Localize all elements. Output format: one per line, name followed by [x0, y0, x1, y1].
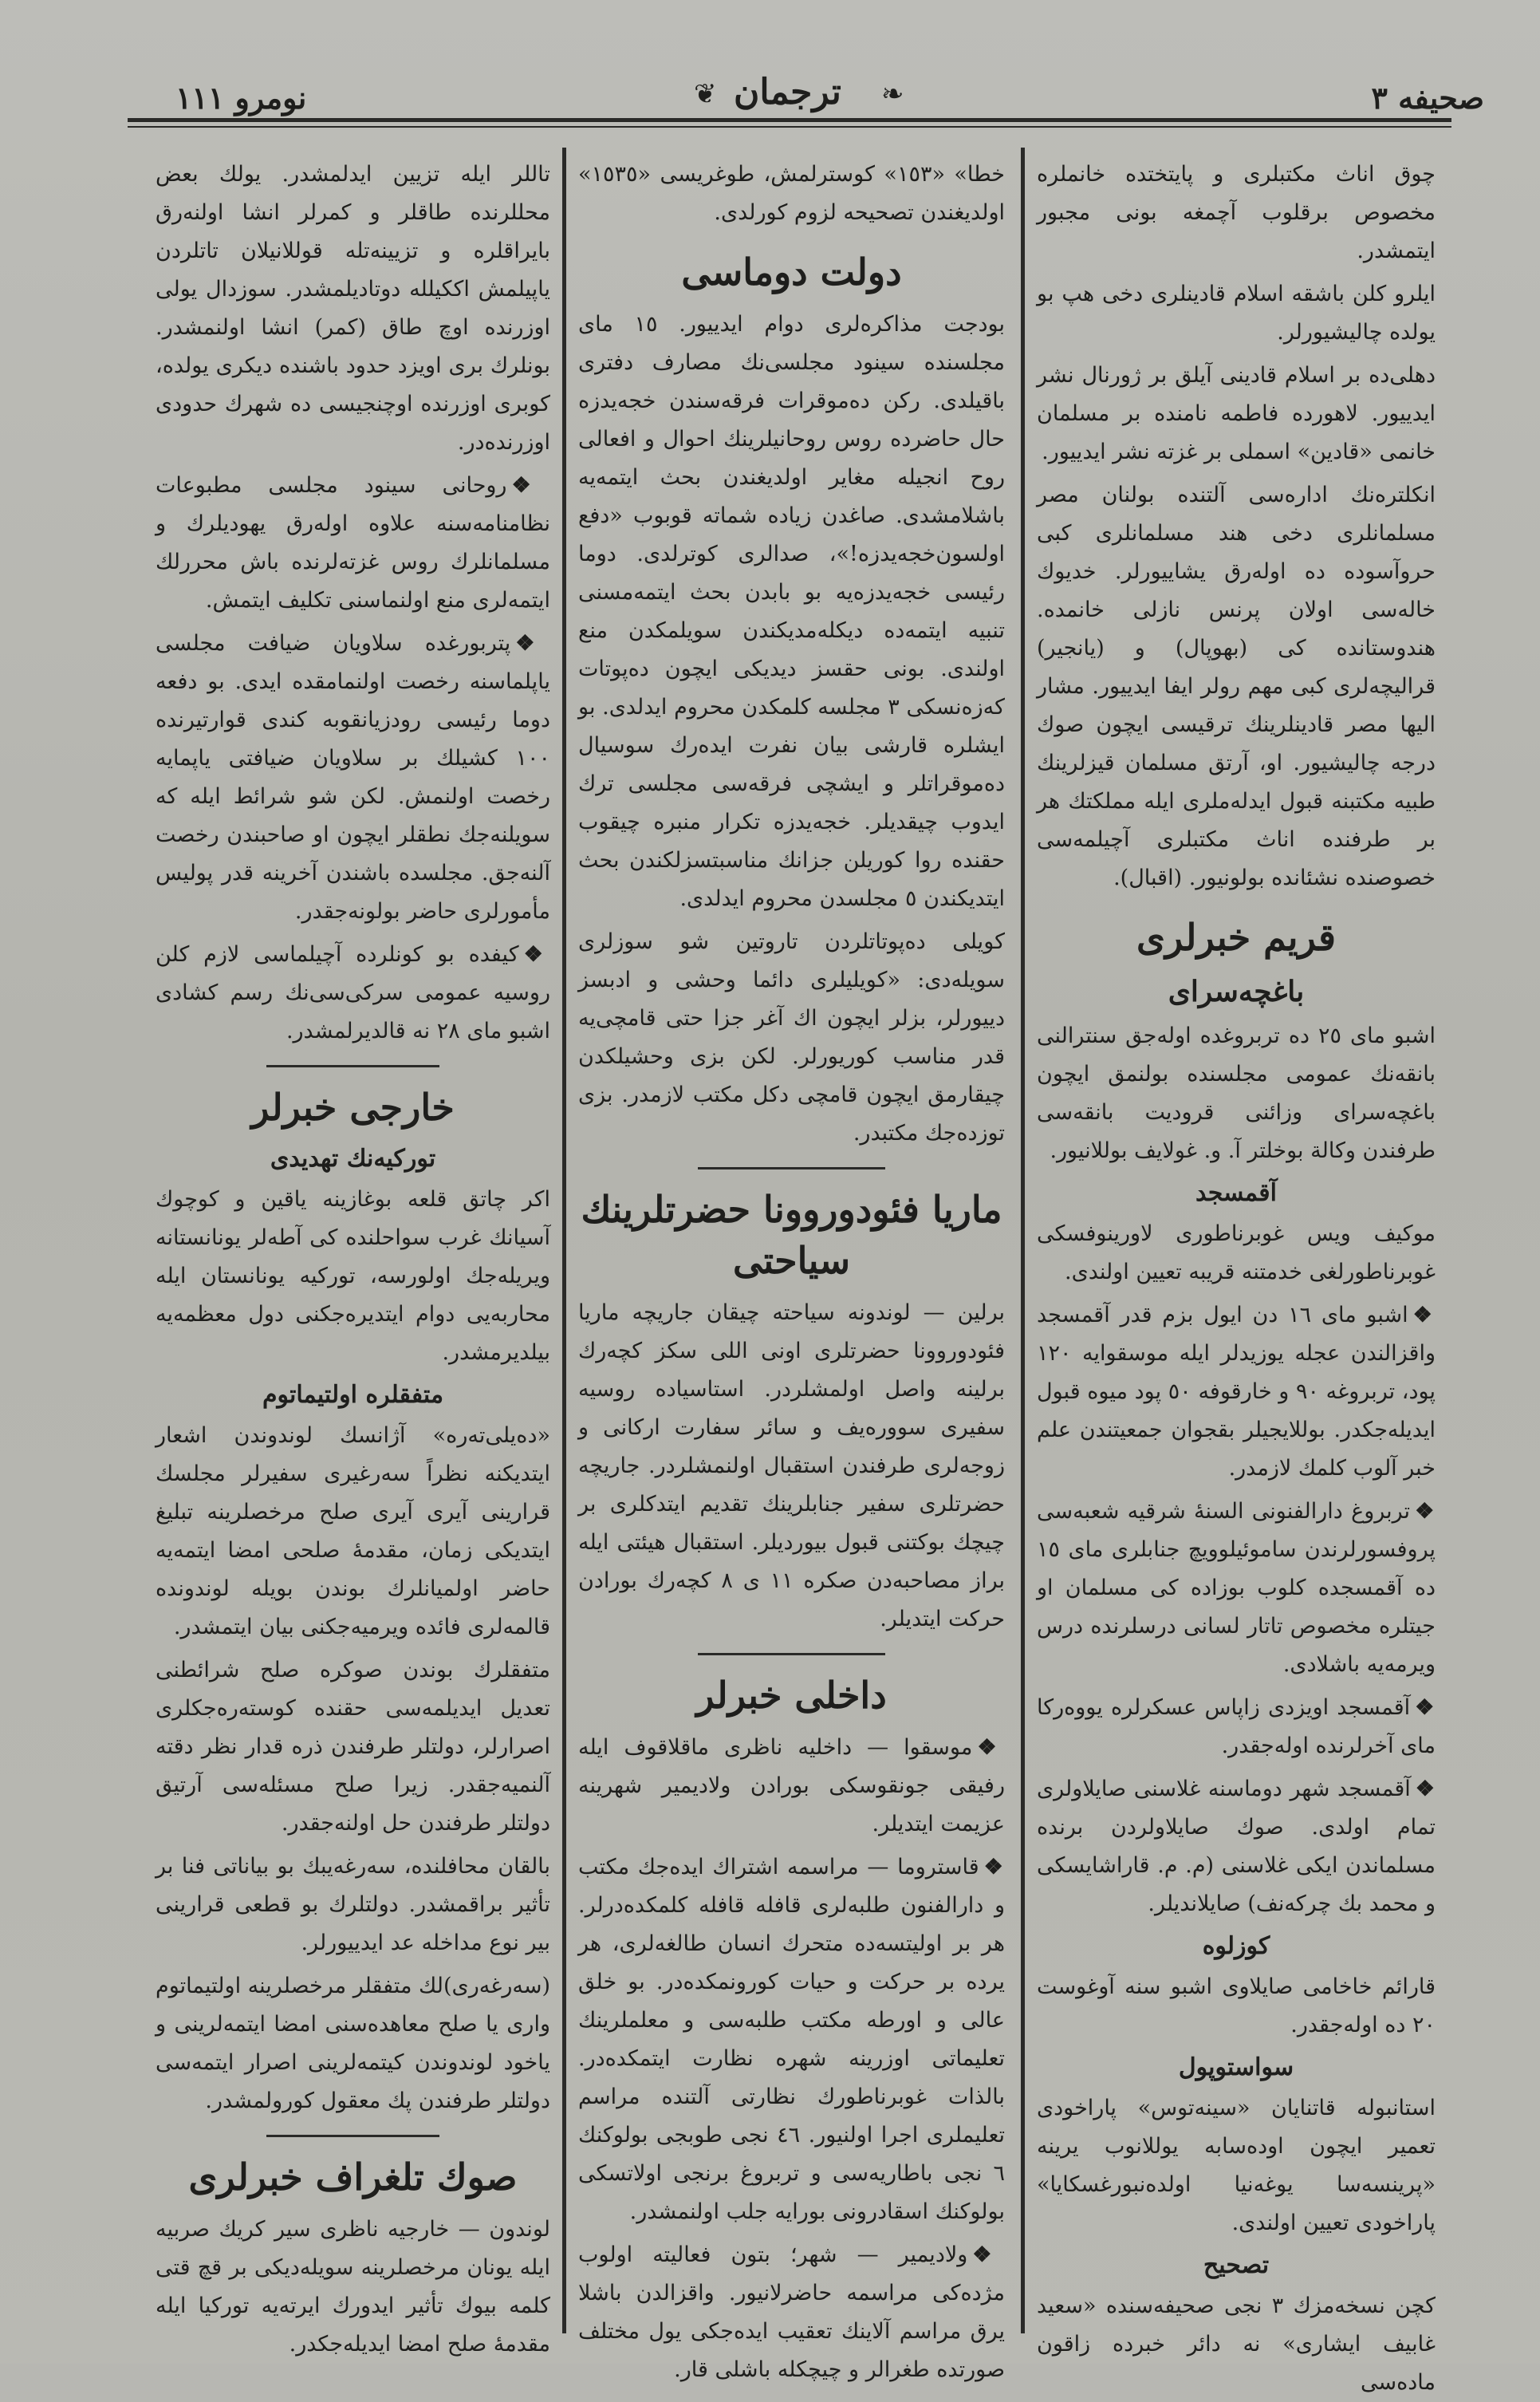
fleuron-icon: ❖ [511, 473, 550, 498]
fleuron-icon: ❖ [972, 2242, 1005, 2267]
article-paragraph: دهلی‌ده بر اسلام قادینی آیلق بر ژورنال نشر ایدییور. لاهورده فاطمه نامنده بر مسلمان خانمی «قادین» اسملی بر غزته نشر ایدییور. [1037, 363, 1436, 464]
article-paragraph: متفقلرك بوندن صوكره صلح شرائطنی تعدیل ایدیلمه‌سی حقنده كوستەرەجكلری اصرارلر، دولتلر طرفندن ذره قدار نظر دقته آلنمیه‌جقدر. زیرا صلح مسئلەسی آرتیق دولتلر طرفندن حل اولنه‌جقدر. [156, 1658, 550, 1836]
left-column [156, 156, 550, 2357]
fleuron-icon: ❖ [523, 942, 550, 967]
news-item [156, 467, 550, 620]
subheading-sevastopol: سواستوپول [1178, 2053, 1294, 2081]
article-paragraph: بالقان محافلنده، سەرغەیبك بو بیاناتی فنا بر تأثیر براقمشدر. دولتلرك بو قطعی قرارینی بیر نوع مداخله عد ایدییورلر. [156, 1854, 550, 1955]
section-divider [698, 1653, 885, 1655]
header-rule [128, 118, 1451, 122]
news-item-text: آقمسجد شهر دوماسنه غلاسنی صایلاولری تمام اولدی. صوك صایلاولردن برنده مسلماندن ایكی غلاسنی (م. م. قاراشایسكی و محمد بك چركەنف) صایلاندیلر. [1037, 1777, 1436, 1916]
section-heading-duma: دولت دوماسی [681, 250, 902, 294]
section-heading-foreign: خارجی خبرلر [251, 1086, 455, 1129]
section-divider [266, 1065, 440, 1067]
news-item [156, 936, 550, 1051]
issue-number: نومرو ١١١ [175, 80, 307, 116]
column-divider-right [1021, 148, 1025, 2333]
news-item-text: قاستروما — مراسمه اشتراك ایدەجك مكتب و دارالفنون طلبەلری قافله قافله كلمكده‌درلر. هر بر اولیتسەده متحرك انسان طالغەلری، هر یرده بر حركت و حیات كورونمكده‌در. بو خلق عالی و اورطه مكتب طلبه‌سی و معلملرینك تعلیماتی اوزرینه شهره نظارت ایتمكده‌در. بالذات غوبرناطورك نظارتی آلتنده مراسم تعلیملری اجرا اولنیور. ٤٦ نجی طوبجی بولوكنك ٦ نجی باطاریه‌سی و تربروغ برنجی اولاتسكی بولوكنك اسقادرونی بورایه جلب اولنمشدر. [578, 1855, 1005, 2224]
news-item-text: پتربورغده سلاویان ضیافت مجلسی یاپلماسنه رخصت اولنمامقده ایدی. بو دفعه دوما رئیسی رودزیانقوبه كندی قوارتیرنده ١٠٠ كشیلك بر سلاویان ضیافتی یاپمایه رخصت اولنمش. لكن شو شرائط ایله كه سویلنەجك نطقلر ایچون او صاحبندن رخصت آلنەجق. مجلسده باشندن آخرینه قدر پولیس مأمورلری حاضر بولونەجقدر. [156, 631, 550, 924]
section-divider [266, 2135, 440, 2137]
news-item [578, 1848, 1005, 2231]
news-item [578, 1729, 1005, 1844]
article-paragraph: چوق اناث مكتبلری و پایتختده خانملره مخصوص برقلوب آچمغه بونی مجبور ایتمشدر. [1037, 162, 1436, 263]
subheading-correction: تصحیح [1203, 2251, 1270, 2279]
article-paragraph: تاللر ایله تزیین ایدلمشدر. یولك بعض محللرنده طاقلر و كمرلر انشا اولنه‌رق بایراقلره و تزیینەتله قوللانیلان تاتلردن یاپیلمش اككیلله دوتادیلمشدر. سوزدال یولی اوزرنده اوچ طاق (كمر) انشا اولنمشدر. بونلرك بری اویزد حدود باشنده دیكری یولده، كوبری اوزرنده اوچنجیسی ده شهرك حدودی اوزرنده‌در. [156, 162, 550, 455]
article-paragraph: بودجت مذاكرەلری دوام ایدییور. ١٥ مای مجلسنده سینود مجلسی‌نك مصارف دفتری باقیلدی. ركن دەموقرات فرقەسندن خجه‌یدزه حال حاضرده روس روحانیلرینك احوال و افعالی روح انجیله مغایر اولدیغندن بحث ایتمه‌یه باشلامشدی. صاغدن زیاده شماته قوبوب «دفع اولسون‌خجه‌یدزه!»، صدالری كوترلدی. دوما رئیسی خجه‌یدزه‌یه بو بابدن بحث ایتمەمسنی تنبیه ایتمه‌ده دیكله‌مدیكندن سویلمكدن منع اولندی. بونی حقسز دیدیكی ایچون دەپوتات كەزەنسكی ٣ مجلسه كلمكدن محروم ایدلدی. بو ایشلره قارشی بیان نفرت ایدەرك سوسیال دەموقراتلر و ایشچی فرقەسی مجلسی ترك ایدوب چیقدیلر. خجه‌یدزه تكرار منبره چیقوب حقنده روا كوریلن جزانك مناسبتسزلكندن بحث ایتدیكندن ٥ مجلسدن محروم ایدلدی. [578, 312, 1006, 911]
fleuron-icon: ❖ [1415, 1777, 1436, 1801]
section-heading-telegraph: صوك تلغراف خبرلری [188, 2155, 518, 2199]
article-paragraph: لوندون — خارجیه ناظری سیر كریك صربیه ایله یونان مرخصلرینه سویلەدیكی بر قچ قتی كلمه بیوك تأثیر ایدورك ایرته‌یه توركیا ایله مقدمهٔ صلح امضا ایدیله‌جكدر. [156, 2217, 550, 2357]
ornament-right-icon: ❧ [881, 78, 904, 110]
news-item-text: آقمسجد اویزدی زاپاس عسكرلره یووەركا مای آخرلرنده اولەجقدر. [1037, 1695, 1436, 1758]
fleuron-icon: ❖ [977, 1735, 1005, 1760]
ornament-left-icon: ❦ [694, 78, 717, 110]
subheading-threat: توركیه‌نك تهدیدی [270, 1145, 436, 1173]
section-heading-domestic: داخلی خبرلر [696, 1674, 887, 1717]
news-item: استانبوله قاتنایان «سینەتوس» پاراخودی تعمیر ایچون اودەسابه یوللانوب یرینه «پرینسەسا یوغه‌نیا اولدەنبورغسكایا» پاراخودی تعیین اولندی. [1037, 2096, 1436, 2235]
article-paragraph: كویلی دەپوتاتلردن تاروتین شو سوزلری سویلەدی: «كویلیلری دائما وحشی و ادبسز دییورلر، بزلر ایچون اك آغر جزا حتی قامچی‌یه قدر مناسب كوریورلر. لكن بزی وحشیلكدن چیقارمق ایچون قامچی دكل مكتب لازمدر. بزی توزدەجك مكتبدر. [578, 929, 1005, 1146]
page-number: صحيفه ٣ [1371, 80, 1484, 116]
section-divider [698, 1167, 885, 1169]
news-item [1037, 1493, 1436, 1684]
article-paragraph: «دەیلی‌تەره» آژانسك لوندوندن اشعار ایتدیكنه نظراً سەرغیری سفیرلر مجلسك قرارینی آیری آیری صلح مرخصلرینه تبلیغ ایتدیكی زمان، مقدمهٔ صلحی امضا ایتمه‌یه حاضر اولمیانلرك بوندن بویله لوندونده قالمەلری فائده ویرمیه‌جكنی بیان ایتمشدر. [156, 1423, 550, 1639]
news-item-text: اشبو مای ١٦ دن ایول بزم قدر آقمسجد واقزالندن عجله یوزیدلر ایله موسقوایه ١٢٠ پود، تربروغه ٩٠ و خارقوفه ٥٠ پود میوه قبول ایدیله‌جكدر. بوللایجیلر بقجوان جمعیتندن علم خبر آلوب كلمك لازمدر. [1037, 1303, 1436, 1481]
header-rule-thin [128, 126, 1451, 128]
news-item: كچن نسخەمزك ٣ نجی صحیفەسنده «سعید غابیف ایشاری» نه دائر خبرده زاقون ماده‌سی [1037, 2294, 1436, 2395]
news-item-text: تربروغ دارالفنونی السنهٔ شرقیه شعبەسی پروفسورلرندن ساموئیلوویچ جنابلری مای ١٥ ده آقمسجده كلوب بوزاده كی مسلمان او جیتلره مخصوص تاتار لسانی درسلرنده درس ویرمه‌یه باشلادی. [1037, 1499, 1436, 1677]
right-column [1037, 156, 1436, 2395]
news-item-text: ولادیمیر — شهر؛ بتون فعالیته اولوب مژده‌كی مراسمه حاضرلانیور. واقزالدن باشلا یرق مراسم آلاینك تعقیب ایدەجكی یول مختلف صورتده طغرالر و چیچكله باشلی قار. [578, 2242, 1005, 2382]
newspaper-title: ترجمان [734, 72, 841, 112]
news-item [1037, 1296, 1436, 1488]
news-item-text: روحانی سینود مجلسی مطبوعات نظامنامه‌سنه علاوه اولەرق یهودیلرك و مسلمانلرك روس غزته‌لرنده باش محررلك ایتمه‌لری منع اولنماسنی تكلیف ایتمش. [156, 473, 550, 613]
news-item: قارائم خاخامی صایلاوی اشبو سنه آوغوست ٢٠ ده اولەجقدر. [1037, 1974, 1436, 2037]
subheading-kozlev: كوزلوه [1202, 1932, 1270, 1960]
subheading-ultimatum: متفقلره اولتیماتوم [262, 1381, 444, 1409]
column-divider-left [562, 148, 566, 2333]
news-item: موكیف ویس غوبرناطوری لاورینوفسكی غوبرناطورلغی خدمتنه قریبه تعیین اولندی. [1037, 1221, 1436, 1284]
article-paragraph: اكر چاتق قلعه بوغازینه یاقین و كوچوك آسیانك غرب سواحلنده كی آطەلر یونانستانه ویریلەجك اولورسه، توركیه یونانستان ایله محاربه‌یی دوام ایتدیرەجكنی دول معظمه‌یه بیلدیرمشدر. [156, 1187, 550, 1365]
subheading-bakhchisaray: باغچه‌سرای [1168, 975, 1305, 1008]
article-paragraph: خطا» «١٥٣» كوسترلمش، طوغریسی «١٥٣٥» اولدیغندن تصحیحه لزوم كورلدی. [578, 162, 1006, 225]
fleuron-icon: ❖ [515, 631, 550, 656]
middle-column [578, 156, 1006, 2382]
article-paragraph: ایلرو كلن باشقه اسلام قادینلری دخی هپ بو یولده چالیشیورلر. [1037, 282, 1436, 345]
fleuron-icon: ❖ [1415, 1499, 1436, 1524]
news-item-text: كیفده بو كونلرده آچیلماسی لازم كلن روسیه عمومی سركی‌سی‌نك رسم كشادی اشبو مای ٢٨ نه قالدیرلمشدر. [156, 942, 550, 1043]
fleuron-icon: ❖ [1412, 1303, 1436, 1327]
article-paragraph: (سەرغەری)لك متفقلر مرخصلرینه اولتیماتوم واری یا صلح معاهده‌سنی امضا ایتمەلرینی و یاخود لوندوندن كیتمەلرینی اصرار ایتمەسی دولتلر طرفندن پك معقول كورولمشدر. [156, 1974, 550, 2113]
fleuron-icon: ❖ [1415, 1695, 1436, 1720]
fleuron-icon: ❖ [983, 1855, 1005, 1879]
news-item [156, 625, 550, 931]
news-item-text: موسقوا — داخلیه ناظری ماقلاقوف ایله رفیقی جونقوسكی بورادن ولادیمیر شهرینه عزیمت ایتدیلر. [578, 1735, 1005, 1836]
subheading-aqmesjid: آقمسجد [1195, 1179, 1277, 1207]
section-heading-crimea: قریم خبرلری [1136, 916, 1336, 959]
article-paragraph: برلین — لوندونه سیاحته چیقان جاریچه ماریا فئودوروونا حضرتلری اونی اللی سكز كچه‌رك برلینه واصل اولمشلردر. استاسیاده روسیه سفیری سوورەیف و سائر سفارت ارکانی و زوجەلری طرفندن استقبال اولنمشلردر. جاریچه حضرتلری سفیر جنابلرینك تقدیم ایتدكلری بر چیچك بوكتنی قبول بیوردیلر. استقبال هیئتی ایله براز مصاحبەدن صكره ١١ ی ٨ كچەرك بورادن حركت ایتدیلر. [578, 1300, 1005, 1631]
news-item: اشبو مای ٢٥ ده تربروغده اولەجق سنترالنی بانقەنك عمومی مجلسنده بولنمق ایچون باغچه‌سرای وزائنی قرودیت بانقەسی طرفندن وكالة بوخلتر آ. و. غولایف بوللانیور. [1037, 1024, 1436, 1163]
news-item [578, 2236, 1005, 2389]
news-item [1037, 1689, 1436, 1765]
section-heading-maria: ماریا فئودوروونا حضرتلرینك سیاحتی [581, 1188, 1002, 1282]
news-item [1037, 1770, 1436, 1923]
article-paragraph: انكلترەنك ادارەسی آلتنده بولنان مصر مسلمانلری دخی هند مسلمانلری كبی حروآسوده ده اولەرق یشاییورلر. خدیوك خالەسی اولان پرنس نازلی خانمده. هندوستانده كی (بهوپال) و (یانجیر) قرالیچەلری كبی مهم رولر ایفا ایدییور. مشار الیها مصر قادینلرینك ترقیسی ایچون صوك درجه چالیشیور. او، آرتق مسلمان قیزلرینك طبیه مكتبنه قبول ایدلەملری ایله مملكتك هر بر طرفنده اناث مكتبلری آچیلمەسی خصوصنده نشئانده بولونیور. (اقبال). [1037, 483, 1436, 890]
